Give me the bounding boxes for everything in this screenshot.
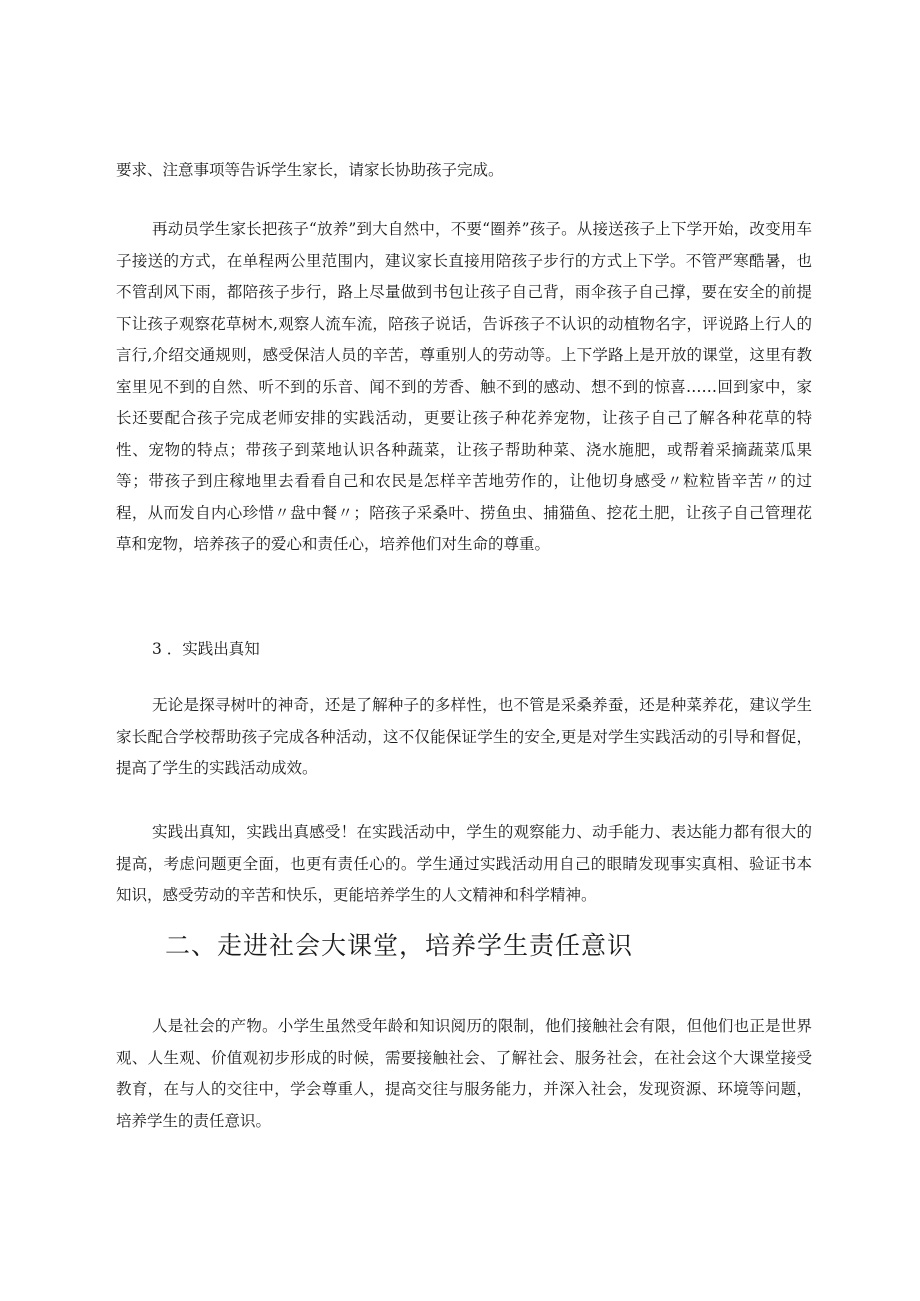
subheading-practice-truth: 3 ．实践出真知 (152, 640, 260, 658)
paragraph-mobilize-parents: 再动员学生家长把孩子“放养”到大自然中，不要“圈养”孩子。从接送孩子上下学开始，改变用车子接送的方式，在单程两公里范围内，建议家长直接用陪孩子步行的方式上下学。不管严寒酷暑，也不管刮风下雨，都陪孩子步行，路上尽量做到书包让孩子自己背，雨伞孩子自己撑，要在安全的前提下让孩子观察花草树木,观察人流车流，陪孩子说话，告诉孩子不认识的动植物名字，评说路上行人的言行,介绍交通规则，感受保洁人员的辛苦，尊重别人的劳动等。上下学路上是开放的课堂，这里有教室里见不到的自然、听不到的乐音、闻不到的芳香、触不到的感动、想不到的惊喜……回到家中，家长还要配合孩子完成老师安排的实践活动，更要让孩子种花养宠物，让孩子自己了解各种花草的特性、宠物的特点；带孩子到菜地认识各种蔬菜，让孩子帮助种菜、浇水施肥，或帮着采摘蔬菜瓜果等；带孩子到庄稼地里去看看自己和农民是怎样辛苦地劳作的，让他切身感受〃粒粒皆辛苦〃的过程，从而发自内心珍惜〃盘中餐〃；陪孩子采桑叶、捞鱼虫、捕猫鱼、挖花土肥，让孩子自己管理花草和宠物，培养孩子的爱心和责任心，培养他们对生命的尊重。 (116, 220, 812, 553)
paragraph-intro-tail: 要求、注意事项等告诉学生家长，请家长协助孩子完成。 (116, 161, 504, 179)
paragraph-exploration: 无论是探寻树叶的神奇，还是了解种子的多样性，也不管是采桑养蚕，还是种菜养花，建议学生家长配合学校帮助孩子完成各种活动，这不仅能保证学生的安全,更是对学生实践活动的引导和督促，提高了学生的实践活动成效。 (116, 696, 812, 777)
paragraph-practice: 实践出真知，实践出真感受！在实践活动中，学生的观察能力、动手能力、表达能力都有很大的提高，考虑问题更全面，也更有责任心的。学生通过实践活动用自己的眼睛发现事实真相、验证书本知识，感受劳动的辛苦和快乐，更能培养学生的人文精神和科学精神。 (116, 823, 812, 904)
paragraph-society: 人是社会的产物。小学生虽然受年龄和知识阅历的限制，他们接触社会有限，但他们也正是世界观、人生观、价值观初步形成的时候，需要接触社会、了解社会、服务社会，在社会这个大课堂接受教育，在与人的交往中，学会尊重人，提高交往与服务能力，并深入社会，发现资源、环境等问题，培养学生的责任意识。 (116, 1017, 812, 1130)
section-heading-society: 二、走进社会大课堂，培养学生责任意识 (165, 931, 634, 960)
